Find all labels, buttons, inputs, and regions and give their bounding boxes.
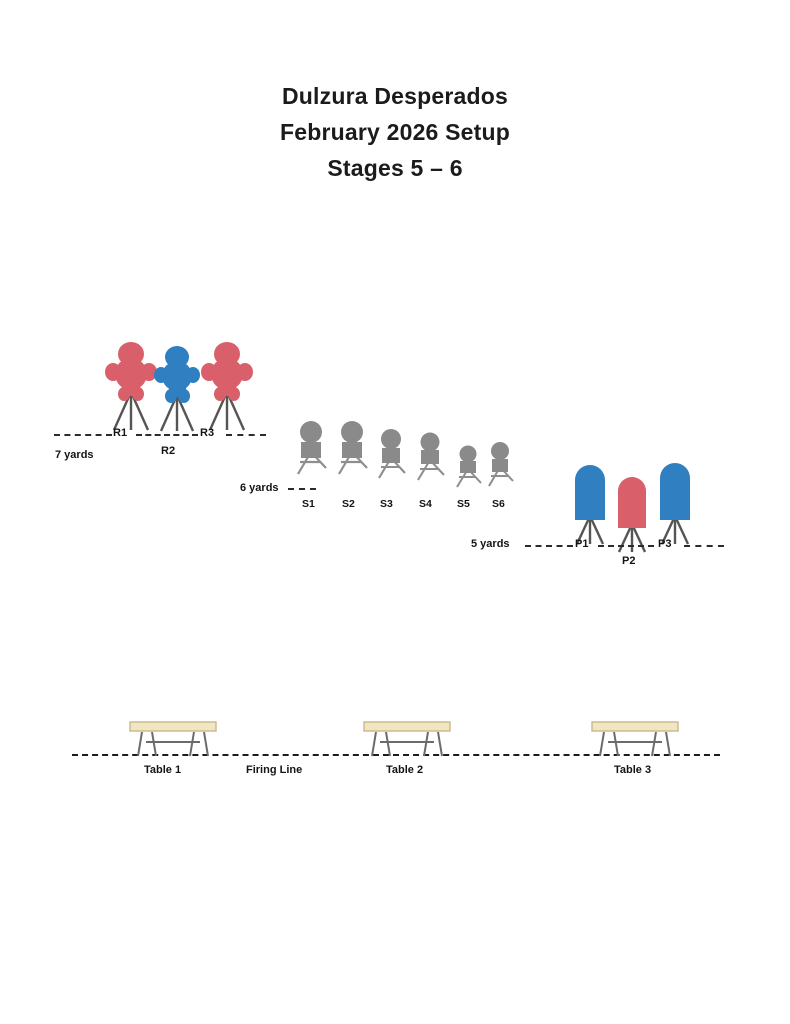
target-P1[interactable] [570, 458, 610, 550]
label-S1: S1 [302, 498, 315, 510]
pistol-distance-label: 5 yards [471, 538, 510, 550]
target-R3[interactable] [196, 338, 258, 438]
label-P2: P2 [622, 555, 636, 567]
label-S5: S5 [457, 498, 470, 510]
target-S6[interactable] [484, 440, 520, 492]
label-P1: P1 [575, 538, 589, 550]
target-S5[interactable] [452, 443, 488, 493]
rifle-dash-mid [136, 434, 198, 436]
pistol-dash-right [684, 545, 724, 547]
title-line-1: Dulzura Desperados [282, 83, 508, 109]
label-firing-line: Firing Line [246, 764, 303, 776]
title-line-3: Stages 5 – 6 [327, 155, 463, 181]
label-P3: P3 [658, 538, 672, 550]
table-2[interactable] [362, 716, 452, 760]
label-table-1: Table 1 [144, 764, 182, 776]
target-S4[interactable] [412, 430, 452, 486]
target-P3[interactable] [655, 456, 695, 550]
title-line-2: February 2026 Setup [279, 119, 511, 145]
target-S2[interactable] [333, 418, 375, 478]
label-S4: S4 [419, 498, 432, 510]
rifle-dash-right [226, 434, 266, 436]
target-S1[interactable] [292, 418, 334, 478]
label-S2: S2 [342, 498, 355, 510]
label-table-2: Table 2 [386, 764, 424, 776]
pistol-dash-left [525, 545, 573, 547]
label-R2: R2 [161, 445, 176, 457]
target-S3[interactable] [373, 426, 413, 482]
table-3[interactable] [590, 716, 680, 760]
label-table-3: Table 3 [614, 764, 652, 776]
rifle-distance-label: 7 yards [55, 449, 94, 461]
label-S3: S3 [380, 498, 393, 510]
label-R3: R3 [200, 427, 215, 439]
label-S6: S6 [492, 498, 505, 510]
shotgun-distance-label: 6 yards [240, 482, 279, 494]
shotgun-dash [288, 488, 316, 490]
label-R1: R1 [113, 427, 128, 439]
rifle-dash-left [54, 434, 112, 436]
pistol-dash-mid [598, 545, 654, 547]
table-1[interactable] [128, 716, 218, 760]
